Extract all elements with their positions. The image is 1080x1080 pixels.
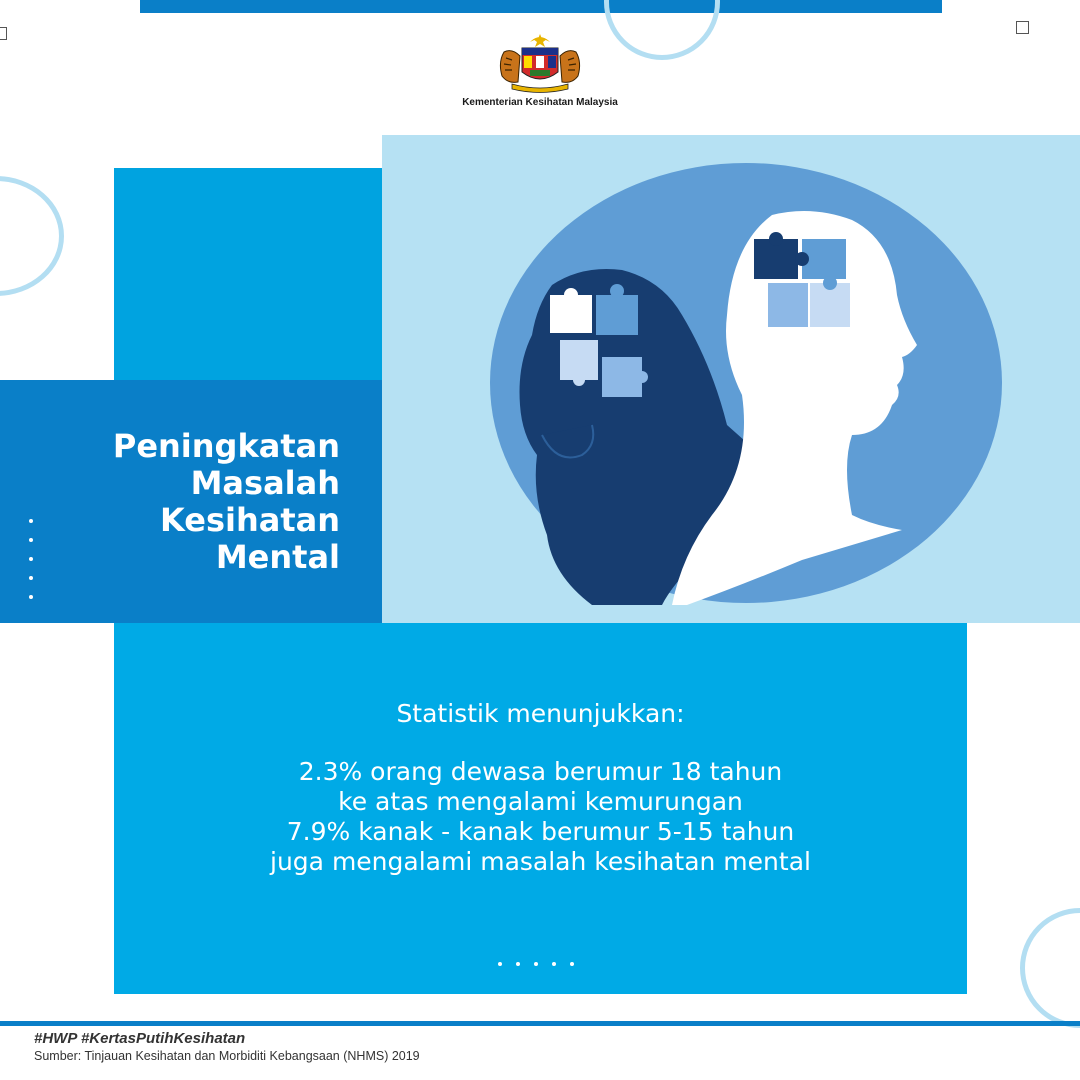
mental-health-illustration <box>382 135 1080 623</box>
dot-icon <box>516 962 520 966</box>
hashtags: #HWP #KertasPutihKesihatan <box>34 1030 246 1047</box>
dot-icon <box>552 962 556 966</box>
title-line-3: Kesihatan <box>160 501 340 539</box>
stat-line-4: juga mengalami masalah kesihatan mental <box>270 847 811 876</box>
horizontal-dots <box>498 962 574 968</box>
stat-line-3: 7.9% kanak - kanak berumur 5-15 tahun <box>286 817 795 846</box>
dot-icon <box>29 519 33 523</box>
statistics-text <box>114 757 967 877</box>
decorative-square-right <box>1016 21 1029 34</box>
decorative-square-left <box>0 27 7 40</box>
dot-icon <box>29 595 33 599</box>
dot-icon <box>534 962 538 966</box>
source-citation: Sumber: Tinjauan Kesihatan dan Morbiditi Kebangsaan (NHMS) 2019 <box>34 1049 420 1063</box>
page-title <box>0 428 360 576</box>
title-line-4: Mental <box>215 538 340 576</box>
dot-icon <box>29 538 33 542</box>
dot-icon <box>498 962 502 966</box>
bottom-accent-line <box>0 1021 1080 1026</box>
vertical-dots <box>29 519 35 614</box>
coat-of-arms-logo <box>490 32 590 94</box>
title-line-2: Masalah <box>190 464 340 502</box>
statistics-heading: Statistik menunjukkan: <box>396 699 685 728</box>
dot-icon <box>29 557 33 561</box>
decorative-ring-top <box>604 0 720 60</box>
stat-line-1: 2.3% orang dewasa berumur 18 tahun <box>298 757 783 786</box>
blue-accent-block <box>114 168 382 380</box>
dot-icon <box>29 576 33 580</box>
stat-line-2: ke atas mengalami kemurungan <box>338 787 743 816</box>
ministry-name: Kementerian Kesihatan Malaysia <box>462 97 618 108</box>
dot-icon <box>570 962 574 966</box>
decorative-ring-left <box>0 176 64 296</box>
title-line-1: Peningkatan <box>112 427 340 465</box>
top-accent-bar <box>140 0 942 13</box>
decorative-ring-right <box>1020 908 1080 1028</box>
